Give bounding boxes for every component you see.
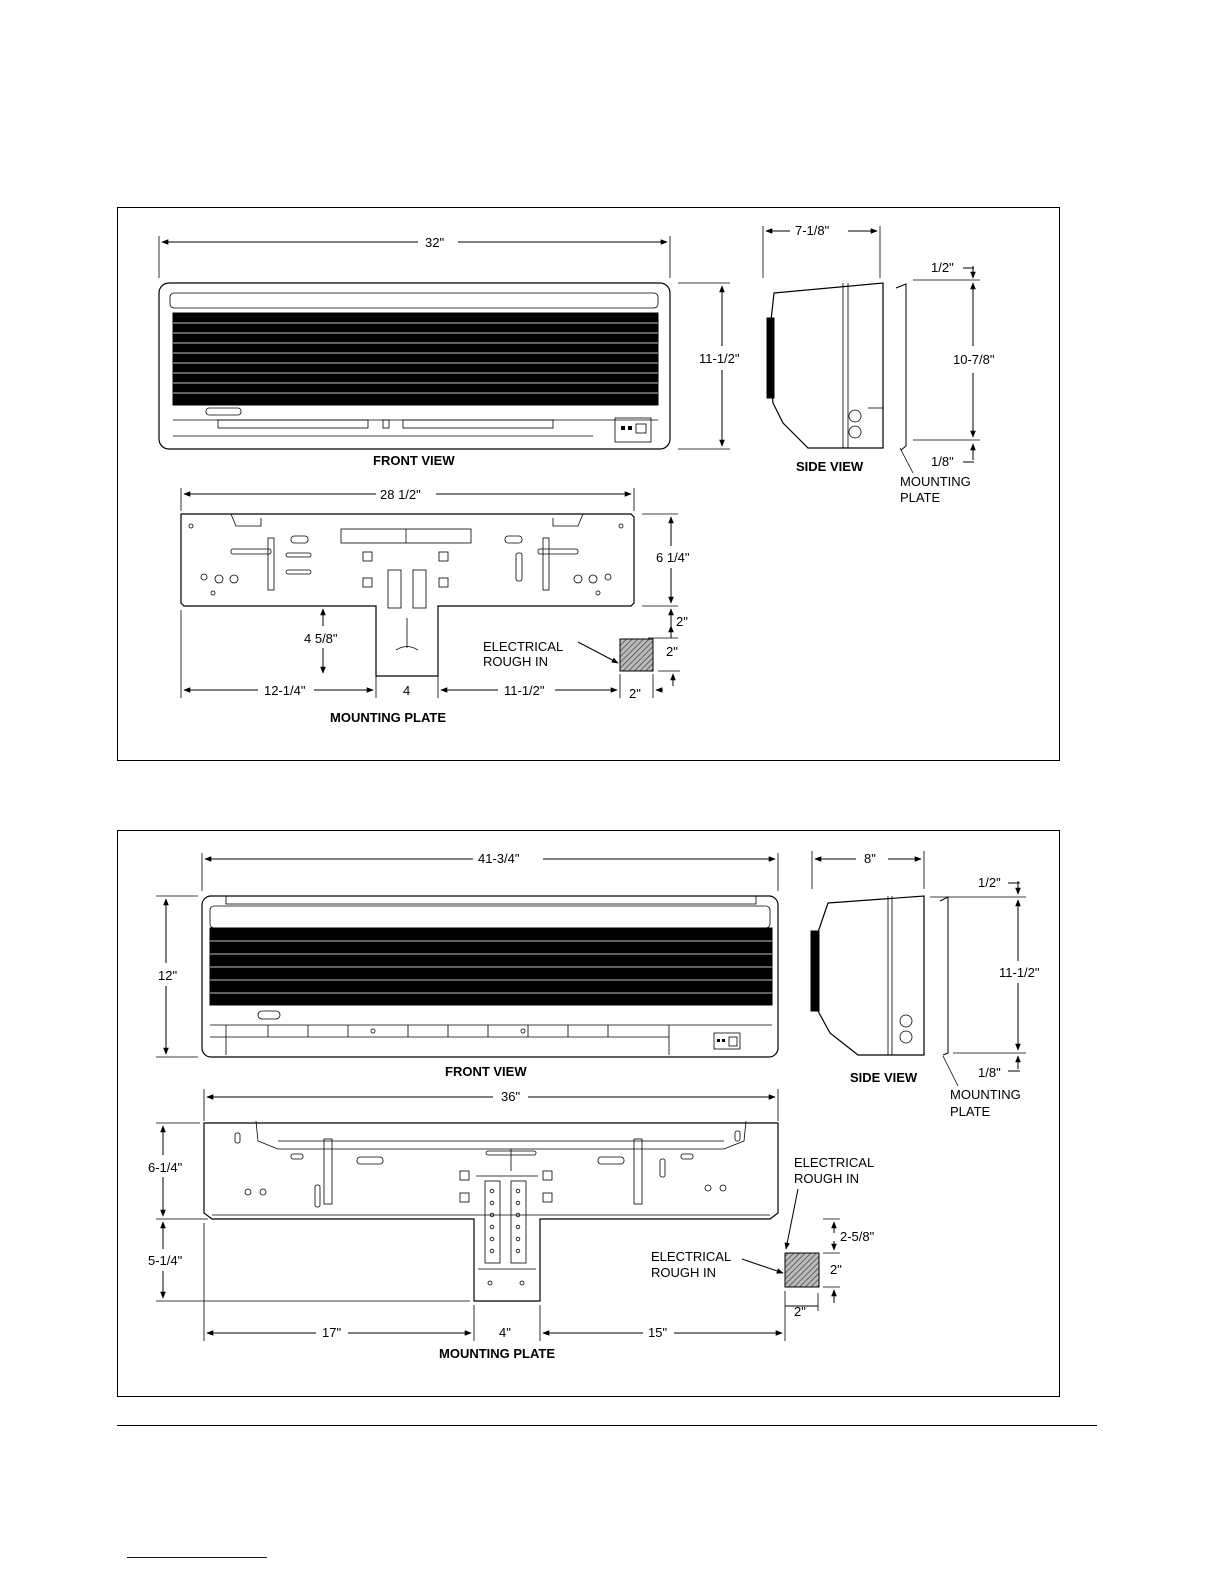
mounting-plate-callout-line [900,448,913,473]
front-width-dimension [159,236,670,278]
plate-gap-label: 2" [676,614,688,629]
mounting-plate [181,514,634,676]
box-width-label: 2" [794,1304,806,1319]
side-height-label: 11-1/2" [999,965,1040,980]
electrical-top-callout-line [786,1189,798,1249]
footer-link-underline [127,1557,267,1558]
left-offset-label: 17" [322,1325,342,1340]
side-bottom-offset-label: 1/8" [931,454,954,469]
side-depth-label: 7-1/8" [795,223,830,238]
side-view-unit [767,283,906,450]
front-view-label: FRONT VIEW [445,1064,527,1079]
box-height-label: 2" [830,1262,842,1277]
front-view-unit [202,896,778,1057]
center-width-label: 4" [499,1325,511,1340]
mounting-plate-callout-1: MOUNTING [900,474,971,489]
plate-height-label: 6 1/4" [656,550,690,565]
plate-width-label: 28 1/2" [380,487,421,502]
electrical-callout-line [742,1259,783,1273]
plate-height-label: 6-1/4" [148,1160,183,1175]
left-offset-label: 12-1/4" [264,683,306,698]
electrical-callout-line [578,642,618,663]
side-bottom-offset-label: 1/8" [978,1065,1001,1080]
panel2-drawing [118,831,1061,1398]
front-height-label: 11-1/2" [699,351,740,366]
diagram-panel-large-unit [117,830,1060,1397]
side-view-label: SIDE VIEW [850,1070,918,1085]
mounting-plate-label: MOUNTING PLATE [439,1346,556,1361]
right-offset-label: 15" [648,1325,668,1340]
electrical-label-1: ELECTRICAL [483,639,564,654]
plate-width-dimension [204,1089,778,1121]
footer-rule [117,1425,1097,1426]
mounting-plate-callout-2: PLATE [900,490,941,505]
box-height-dimension [658,671,680,686]
side-view-unit [811,896,948,1055]
front-width-label: 41-3/4" [478,851,520,866]
box-offset-label: 2-5/8" [840,1229,875,1244]
tab-height-label: 5-1/4" [148,1253,183,1268]
side-height-label: 10-7/8" [953,352,995,367]
front-height-dimension [678,283,730,449]
plate-height-dimension [642,514,678,638]
side-depth-label: 8" [864,851,876,866]
front-view-label: FRONT VIEW [373,453,455,468]
diagram-panel-small-unit [117,207,1060,761]
mounting-plate-callout-line [943,1056,958,1086]
plate-width-label: 36" [501,1089,521,1104]
electrical-label-2: ROUGH IN [651,1265,716,1280]
tab-height-label: 4 5/8" [304,631,338,646]
side-top-offset-label: 1/2" [978,875,1001,890]
panel1-drawing [118,208,1061,762]
electrical-top-label-2: ROUGH IN [794,1171,859,1186]
electrical-top-label-1: ELECTRICAL [794,1155,875,1170]
front-height-label: 12" [158,968,178,983]
front-width-label: 32" [425,235,445,250]
electrical-label-1: ELECTRICAL [651,1249,732,1264]
electrical-rough-in-box [620,639,653,671]
box-height-label: 2" [666,644,678,659]
box-width-label: 2" [629,686,641,701]
electrical-rough-in-box [785,1253,819,1287]
side-top-offset-label: 1/2" [931,260,954,275]
electrical-label-2: ROUGH IN [483,654,548,669]
center-width-label: 4 [403,683,411,698]
mounting-plate-label: MOUNTING PLATE [330,710,447,725]
mounting-plate-callout-1: MOUNTING [950,1087,1021,1102]
right-offset-label: 11-1/2" [504,683,545,698]
front-view-unit [159,283,670,449]
mounting-plate-callout-2: PLATE [950,1104,991,1119]
side-view-label: SIDE VIEW [796,459,864,474]
